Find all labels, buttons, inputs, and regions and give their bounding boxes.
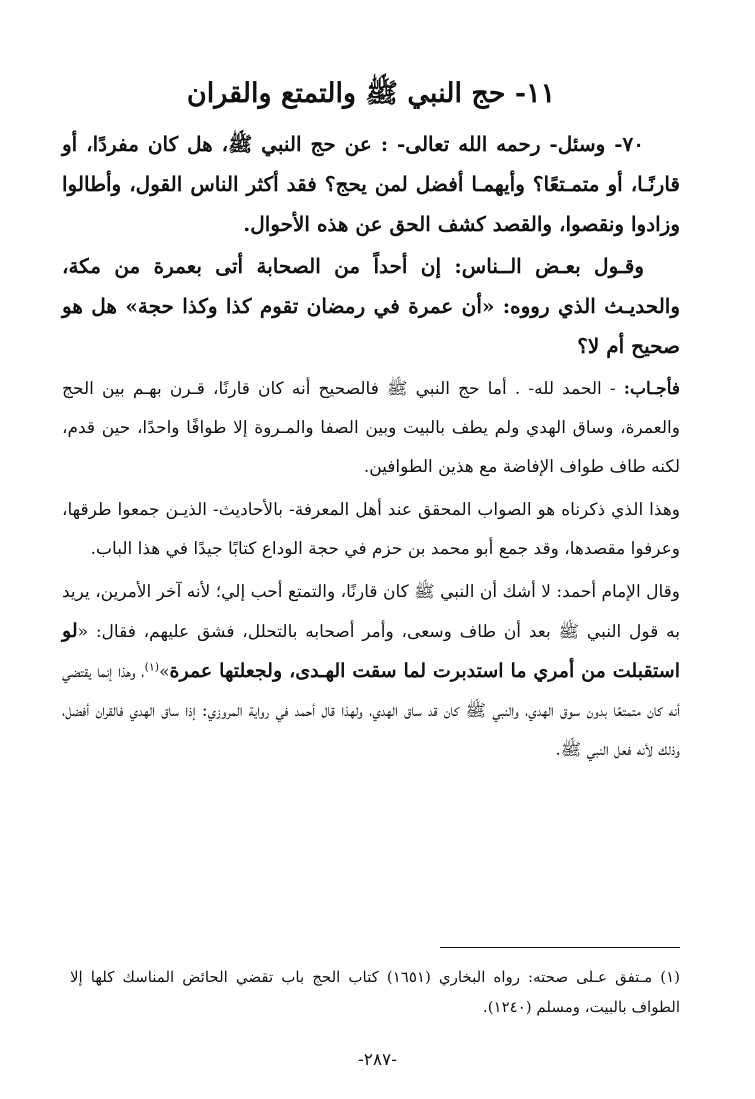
page-body xyxy=(62,70,680,770)
question-paragraph-2: وقـول بعـض الــناس: إن أحداً من الصحابة أتى بعمرة من مكة، والحديـث الذي رووه: «أن عمرة في رمضان تقوم كذا وكذا حجة» هل هو صحيح أم لا؟ xyxy=(62,254,680,358)
answer-text-3-start: وقال الإمام أحمد: لا أشك أن النبي ﷺ كان قارنًا، والتمتع أحب إلي؛ لأنه آخر الأمرين، يريد به قول النبي ﷺ بعد أن طاف وسعى، وأمر أصحابه بالتحلل، فشق عليهم، فقال: « xyxy=(62,582,680,642)
page-number: -٢٨٧- xyxy=(358,1050,397,1070)
footnote: (١) مـتفق عـلى صحته: رواه البخاري (١٦٥١) كتاب الحج باب تقضي الحائض المناسك كلها إلا الطواف بالبيت، ومسلم (١٢٤٠). xyxy=(70,968,680,1016)
answer-text-1: - الحمد لله- . أما حج النبي ﷺ فالصحيح أنه كان قارنًا، قـرن بهـم بين الحج والعمرة، وساق الهدي ولم يطف بالبيت وبين الصفا والمـروة إلا طوافًا واحدًا، حين قدم، لكنه طاف طواف الإفاضة مع هذين الطوافين. xyxy=(62,379,680,477)
question-paragraph: ٧٠- وسئل- رحمه الله تعالى- : عن حج النبي ﷺ، هل كان مفردًا، أو قارنًـا، أو متمـتعًا؟ وأيهمـا أفضل لمن يحج؟ فقد أكثر الناس القول، وأطالوا وزادوا ونقصوا، والقصد كشف الحق عن هذه الأحوال. xyxy=(62,132,680,236)
answer-text-3-end: ، وهذا إنما يقتضي أنه كان متمتعًا بدون سوق الهدي، والنبي ﷺ كان قد ساق الهدي، ولهذا قال أحمد في رواية المروزي: إذا ساق الهدي فالقران أفضل، وذلك لأنه فعل النبي ﷺ. xyxy=(62,662,680,760)
answer-paragraph-3 xyxy=(62,573,680,770)
footnote-marker: (١) xyxy=(144,660,160,674)
answer-paragraph-1 xyxy=(62,370,680,487)
chapter-title: ١١- حج النبي ﷺ والتمتع والقران xyxy=(186,78,556,109)
quote-close: » xyxy=(159,662,170,682)
hadith-quote: لو استقبلت من أمري ما استدبرت لما سقت الهـدى، ولجعلتها عمرة xyxy=(62,620,680,682)
answer-label: فأجـاب: xyxy=(623,379,681,399)
footnote-divider xyxy=(440,947,680,948)
answer-paragraph-2: وهذا الذي ذكرناه هو الصواب المحقق عند أهل المعرفة- بالأحاديث- الذيـن جمعوا طرقها، وعرفوا مقصدها، وقد جمع أبو محمد بن حزم في حجة الوداع كتابًا جيدًا في هذا الباب. xyxy=(62,500,680,559)
